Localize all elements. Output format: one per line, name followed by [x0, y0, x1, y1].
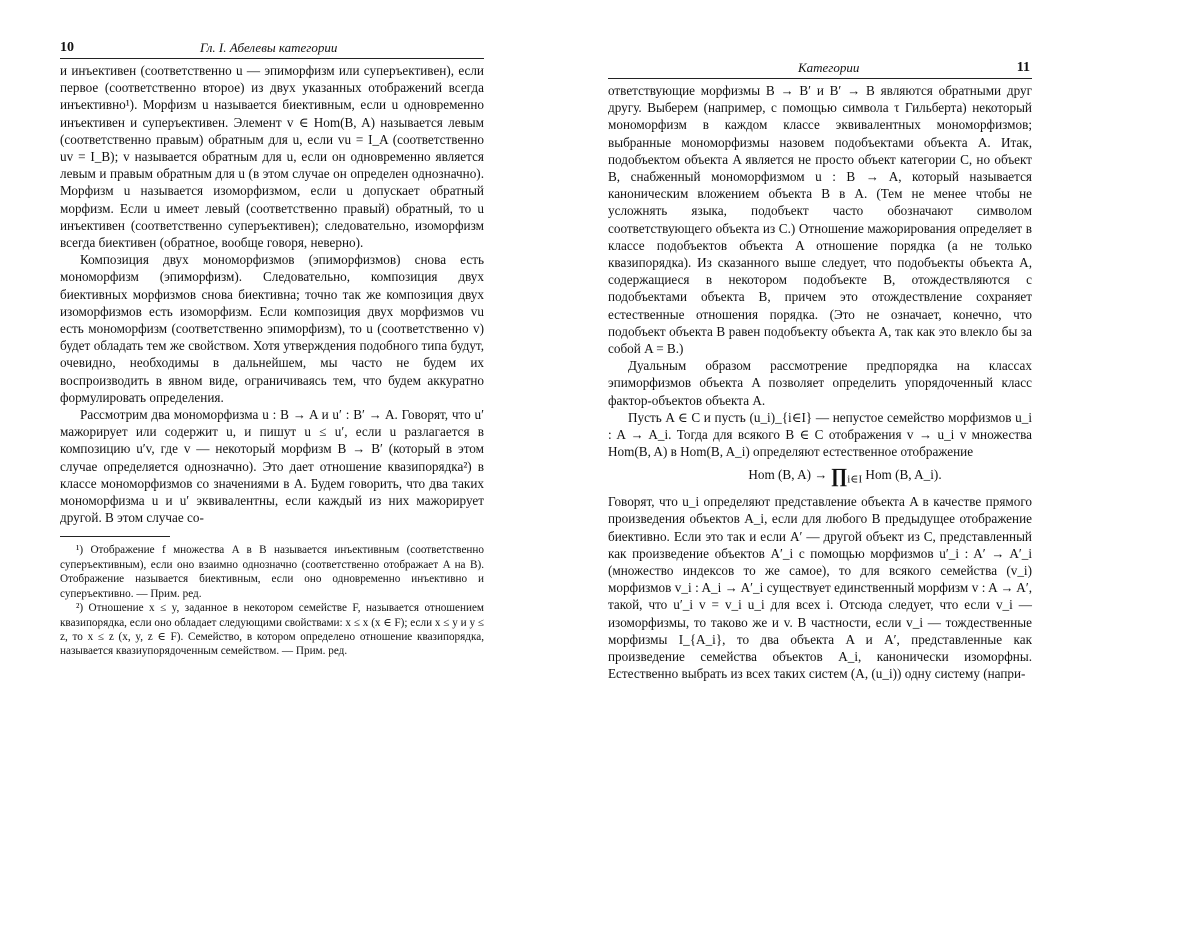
paragraph: Рассмотрим два мономорфизма u : B → A и u′ : B′ → A. Говорят, что u′ мажорирует или содержит u, и пишут u ≤ u′, если u разлагается в композицию u′v, где v — некоторый морфизм B → B′ (который в этом случае определяется однозначно). Это дает отношение квазипорядка²) в классе мономорфизмов со значениями в A. Будем говорить, что два таких мономорфизма u и u′ эквивалентны, если каждый из них мажорирует другой. В этом случае со- [60, 407, 484, 526]
header-rule [60, 58, 484, 59]
paragraph: Композиция двух мономорфизмов (эпиморфизмов) снова есть мономорфизм (эпиморфизм). Следовательно, композиция двух биективных морфизмов снова биективна; точно так же композиция двух изоморфизмов есть изоморфизм. Если композиция двух морфизмов vu есть мономорфизм (соответственно эпиморфизм), то u (соответственно v) будет обладать тем же свойством. Хотя утверждения подобного типа будут, очевидно, необходимы в дальнейшем, мы часто не будем их воспроизводить в явном виде, ограничиваясь тем, что будем аккуратно формулировать определения. [60, 252, 484, 405]
display-formula [608, 460, 1032, 493]
left-page-header [60, 40, 484, 62]
page-number: 10 [60, 40, 74, 55]
formula-index: i∈I [847, 474, 863, 487]
header-rule [608, 78, 1032, 79]
right-page [608, 60, 1032, 682]
left-page-body [60, 62, 484, 526]
page-number: 11 [1016, 60, 1030, 75]
running-title: Гл. I. Абелевы категории [200, 40, 338, 55]
footnote: ¹) Отображение f множества A в B называется инъективным (соответственно суперъективным), если оно взаимно однозначно (соответственно отображает A на B). Отображение называется биективным, если оно одновременно инъективно и суперъективно. — Прим. ред. [60, 544, 484, 600]
left-page [60, 40, 484, 659]
footnote-rule [60, 536, 170, 537]
running-title: Категории [798, 60, 860, 75]
paragraph: Говорят, что u_i определяют представление объекта A в качестве прямого произведения объектов A_i, если для любого B предыдущее отображение биективно. Если это так и если A′ — другой объект из C, представленный как произведение объектов A′_i с помощью морфизмов u′_i : A′ → A′_i (множество индексов то же самое), то для всякого семейства (v_i) морфизмов v_i : A_i → A′_i существует единственный морфизм v : A → A′, такой, что u′_i v = v_i u_i для всех i. Отсюда следует, что если v_i — изоморфизмы, то таково же и v. В частности, если v_i — тождественные морфизмы I_{A_i}, то два объекта A и A′, представленные как произведение семейства объектов A_i, канонически изоморфны. Естественно выбрать из всех таких систем (A, (u_i)) одну систему (напри- [608, 494, 1032, 682]
footnotes [60, 543, 484, 658]
formula-rhs: Hom (B, A_i). [865, 467, 942, 483]
product-symbol: ∏ [830, 465, 848, 488]
paragraph: ответствующие морфизмы B → B′ и B′ → B являются обратными друг другу. Выберем (например, с помощью символа τ Гильберта) некоторый мономорфизм в каждом классе эквивалентных мономорфизмов; выбранные мономорфизмы назовем подобъектами объекта A. Итак, подобъектом объекта A является не просто объект категории C, но объект B, снабженный мономорфизмом u : B → A, который называется каноническим вложением объекта B в A. (Тем не менее чтобы не усложнять языка, подобъект часто обозначают символом соответствующего объекта из C.) Отношение мажорирования определяет в классе подобъектов объекта A отношение порядка (а не только квазипорядка). Из сказанного выше следует, что подобъекты объекта A, содержащиеся в некотором подобъекте B, отождествляются с подобъектами объекта B, причем это отождествление сохраняет естественные отношения порядка. (Это не означает, конечно, что подобъект объекта B равен подобъекту объекта A, так как это влекло бы за собой A = B.) [608, 83, 1032, 357]
formula-lhs: Hom (B, A) → [748, 467, 828, 483]
paragraph: и инъективен (соответственно u — эпиморфизм или суперъективен), если первое (соответственно второе) из двух указанных отображений всегда инъективно¹). Морфизм u называется биективным, если u одновременно инъективен и суперъективен. Элемент v ∈ Hom(B, A) называется левым (соответственно правым) обратным для u, если vu = I_A (соответственно uv = I_B); v называется обратным для u, если он одновременно является левым и правым обратным для u (в этом случае он определен однозначно). Морфизм u называется изоморфизмом, если u допускает обратный морфизм. Если u имеет левый (соответственно правый) обратный, то u инъективен (соответственно суперъективен); следовательно, изоморфизм всегда биективен (обратное, вообще говоря, неверно). [60, 63, 484, 251]
footnote: ²) Отношение x ≤ y, заданное в некотором семействе F, называется отношением квазипорядка, если оно обладает следующими свойствами: x ≤ x (x ∈ F); если x ≤ y и y ≤ z, то x ≤ z (x, y, z ∈ F). Семейство, в котором определено отношение квазипорядка, называется квазиупорядоченным семейством. — Прим. ред. [60, 602, 484, 658]
right-page-header [608, 60, 1032, 82]
right-page-body [608, 82, 1032, 682]
paragraph: Дуальным образом рассмотрение предпорядка на классах эпиморфизмов объекта A позволяет определить упорядоченный класс фактор-объектов объекта A. [608, 358, 1032, 408]
paragraph: Пусть A ∈ C и пусть (u_i)_{i∈I} — непустое семейство морфизмов u_i : A → A_i. Тогда для всякого B ∈ C отображения v → u_i v множества Hom(B, A) в Hom(B, A_i) определяют естественное отображение [608, 409, 1032, 460]
